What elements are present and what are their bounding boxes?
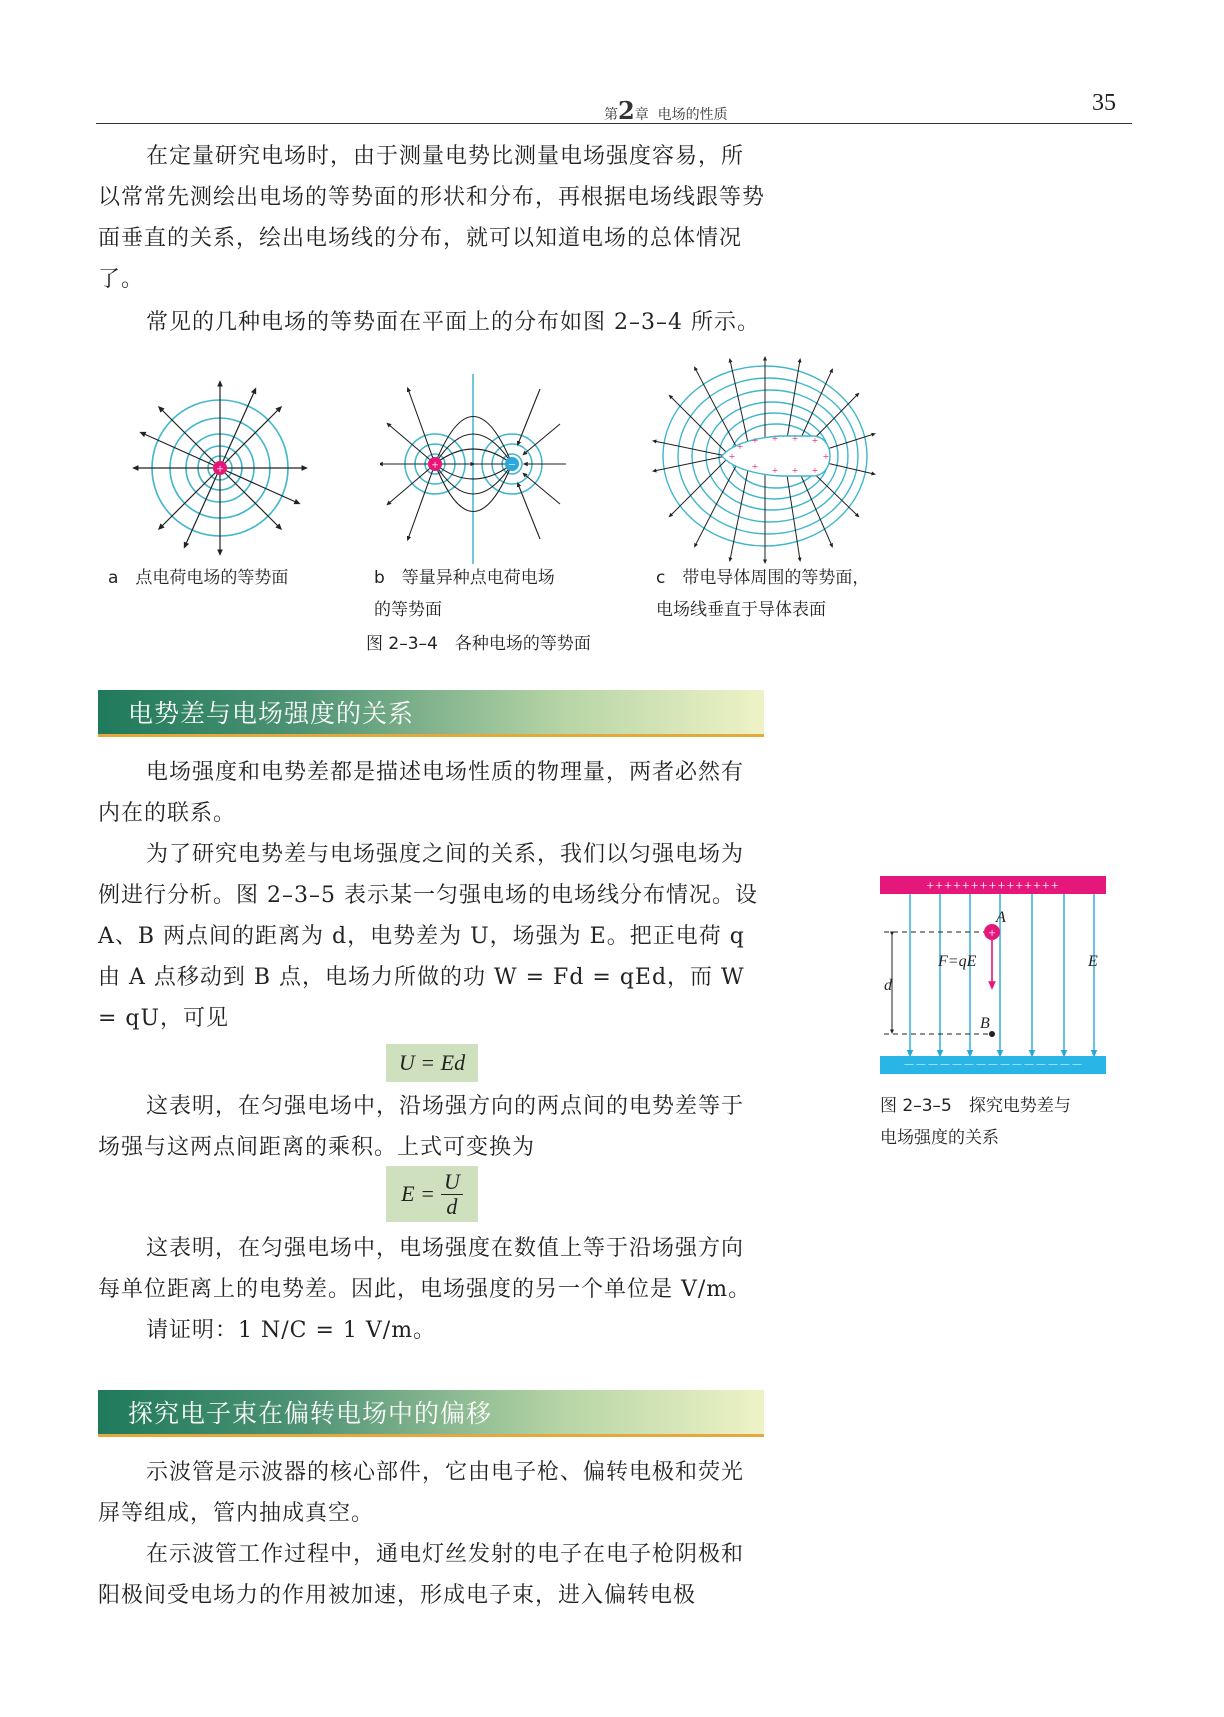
equation-fraction (441, 1170, 463, 1219)
paragraph-2: 常见的几种电场的等势面在平面上的分布如图 2–3–4 所示。 (146, 310, 760, 335)
paragraph-4: 为了研究电势差与电场强度之间的关系，我们以匀强电场为例进行分析。图 2–3–5 表示某一匀强电场的电场线分布情况。设 A、B 两点间的距离为 d，电势差为 U，场强为 E。把正电荷 q 由 A 点移动到 B 点，电场力所做的功 W = Fd = qEd，而 W = qU，可见 (98, 842, 758, 1031)
test-charge-sign: + (988, 925, 996, 940)
label-b: B (980, 1015, 990, 1032)
figure-234c-conductor (650, 356, 880, 564)
conductor-charge: + (791, 433, 799, 445)
label-force: F=qE (938, 953, 977, 970)
conductor-charge: + (751, 435, 759, 447)
positive-sign: + (431, 457, 439, 472)
negative-plate-signs: －－－－－－－－－－－－－－－ (902, 1058, 1084, 1072)
label-e: E (1088, 953, 1098, 970)
conductor-charge: + (811, 465, 819, 477)
section-heading-electron-beam: 探究电子束在偏转电场中的偏移 (98, 1390, 764, 1437)
point-b (989, 1031, 995, 1037)
chapter-number: 2 (618, 96, 635, 125)
positive-plate-signs: +++++++++++++++ (926, 879, 1060, 894)
paragraph-6: 这表明，在匀强电场中，电场强度在数值上等于沿场强方向每单位距离上的电势差。因此，电场强度的另一个单位是 V/m。 (98, 1236, 752, 1302)
figure-234-title: 图 2–3–4 各种电场的等势面 (366, 634, 591, 654)
conductor-charge: + (736, 441, 744, 453)
paragraph-5: 这表明，在匀强电场中，沿场强方向的两点间的电势差等于场强与这两点间距离的乘积。上式可变换为 (98, 1094, 745, 1160)
page-number: 35 (1092, 90, 1116, 116)
conductor-charge: + (791, 465, 799, 477)
caption-235-line1: 图 2–3–5 探究电势差与 (880, 1096, 1071, 1116)
negative-sign: − (508, 457, 516, 472)
positive-sign: + (216, 461, 224, 476)
caption-234b-line1: b 等量异种点电荷电场 (374, 568, 555, 588)
fraction-numerator: U (441, 1170, 463, 1195)
paragraph-3: 电场强度和电势差都是描述电场性质的物理量，两者必然有内在的联系。 (98, 760, 745, 826)
chapter-header (604, 96, 728, 125)
chapter-prefix: 第 (604, 107, 618, 123)
conductor-charge: + (822, 451, 830, 463)
conductor-charge: + (771, 433, 779, 445)
caption-234b-line2: 的等势面 (374, 600, 442, 620)
conductor-charge: + (771, 465, 779, 477)
figure-234b-dipole (380, 374, 570, 564)
caption-234c-line2: 电场线垂直于导体表面 (656, 600, 826, 620)
label-a: A (996, 909, 1006, 926)
paragraph-7: 请证明：1 N/C = 1 V/m。 (146, 1318, 437, 1343)
chapter-suffix: 章 (634, 107, 649, 123)
paragraph-9: 在示波管工作过程中，通电灯丝发射的电子在电子枪阴极和阳极间受电场力的作用被加速，形成电子束，进入偏转电极 (98, 1542, 745, 1608)
equation-u-ed: U = Ed (386, 1044, 478, 1082)
conductor-charge: + (751, 461, 759, 473)
equation-e-ud (386, 1166, 478, 1222)
figure-234a-point-charge (130, 378, 310, 558)
header-rule (96, 123, 1132, 124)
caption-234c-line1: c 带电导体周围的等势面， (656, 568, 870, 588)
fraction-denominator: d (446, 1193, 458, 1219)
figure-235-uniform-field (870, 866, 1110, 1076)
paragraph-1: 在定量研究电场时，由于测量电势比测量电场强度容易，所以常常先测绘出电场的等势面的形状和分布，再根据电场线跟等势面垂直的关系，绘出电场线的分布，就可以知道电场的总体情况了。 (98, 144, 766, 292)
caption-234a: a 点电荷电场的等势面 (108, 568, 289, 588)
paragraph-8: 示波管是示波器的核心部件，它由电子枪、偏转电极和荧光屏等组成，管内抽成真空。 (98, 1460, 745, 1526)
conductor-charge: + (811, 435, 819, 447)
section-heading-potential-difference: 电势差与电场强度的关系 (98, 690, 764, 737)
caption-235-line2: 电场强度的关系 (880, 1128, 999, 1148)
equation-lhs: E = (401, 1181, 435, 1206)
chapter-title: 电场的性质 (657, 107, 728, 123)
label-d: d (884, 977, 892, 994)
conductor-charge: + (728, 451, 736, 463)
